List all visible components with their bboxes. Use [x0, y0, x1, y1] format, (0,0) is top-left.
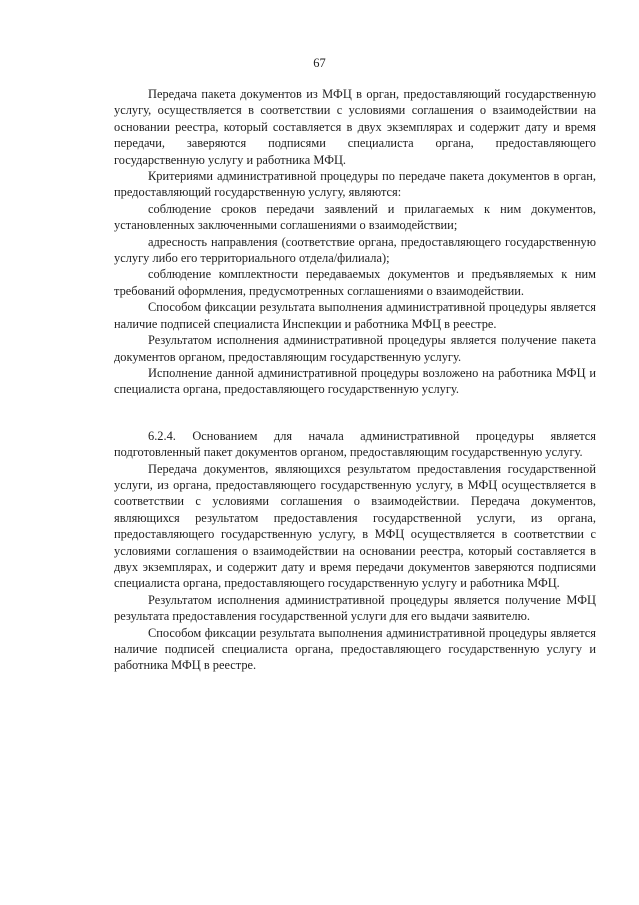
paragraph: адресность направления (соответствие органа, предоставляющего государственную услугу либо его территориального отдела/филиала); — [114, 234, 596, 266]
paragraph: Критериями административной процедуры по передаче пакета документов в орган, предоставляющий государственную услугу, являются: — [114, 169, 596, 200]
document-body — [114, 86, 596, 674]
paragraph: Передача документов, являющихся результатом предоставления государственной услуги, из органа, предоставляющего государственную услугу, в МФЦ осуществляется в соответствии с условиями соглашения о взаимодействии. Передача документов, являющихся результатом предоставления государственной услуги, из органа, предоставляющего государственную услугу, в МФЦ осуществляется в соответствии с условиями соглашения о взаимодействии на основании реестра, который составляется в двух экземплярах, и содержит дату и время передачи документов заверяются подписями специалиста органа, предоставляющего государственную услугу и работника МФЦ. — [114, 461, 596, 591]
section-paragraph: 6.2.4. Основанием для начала административной процедуры является подготовленный пакет документов органом, предоставляющим государственную услугу. — [114, 428, 596, 460]
paragraph: Способом фиксации результата выполнения административной процедуры является наличие подписей специалиста органа, предоставляющего государственную услугу и работника МФЦ в реестре. — [114, 625, 596, 673]
paragraph: соблюдение комплектности передаваемых документов и предъявляемых к ним требований оформления, предусмотренных соглашениями о взаимодействии. — [114, 267, 596, 298]
paragraph: Результатом исполнения административной процедуры является получение пакета документов органом, предоставляющим государственную услугу. — [114, 333, 596, 364]
paragraph: соблюдение сроков передачи заявлений и прилагаемых к ним документов, установленных заключенными соглашениями о взаимодействии; — [114, 201, 596, 233]
section-gap — [114, 398, 596, 428]
paragraph: Способом фиксации результата выполнения административной процедуры является наличие подписей специалиста Инспекции и работника МФЦ в реестре. — [114, 300, 596, 331]
paragraph: Результатом исполнения административной процедуры является получение МФЦ результата предоставления государственной услуги для его выдачи заявителю. — [114, 592, 596, 624]
paragraph: Передача пакета документов из МФЦ в орган, предоставляющий государственную услугу, осуществляется в соответствии с условиями соглашения о взаимодействии на основании реестра, который составляется в двух экземплярах и содержит дату и время передачи, заверяются подписями специалиста органа, предоставляющего государственную услугу и работника МФЦ. — [114, 87, 596, 167]
paragraph: Исполнение данной административной процедуры возложено на работника МФЦ и специалиста органа, предоставляющего государственную услугу. — [114, 365, 596, 397]
page-number: 67 — [313, 56, 326, 70]
